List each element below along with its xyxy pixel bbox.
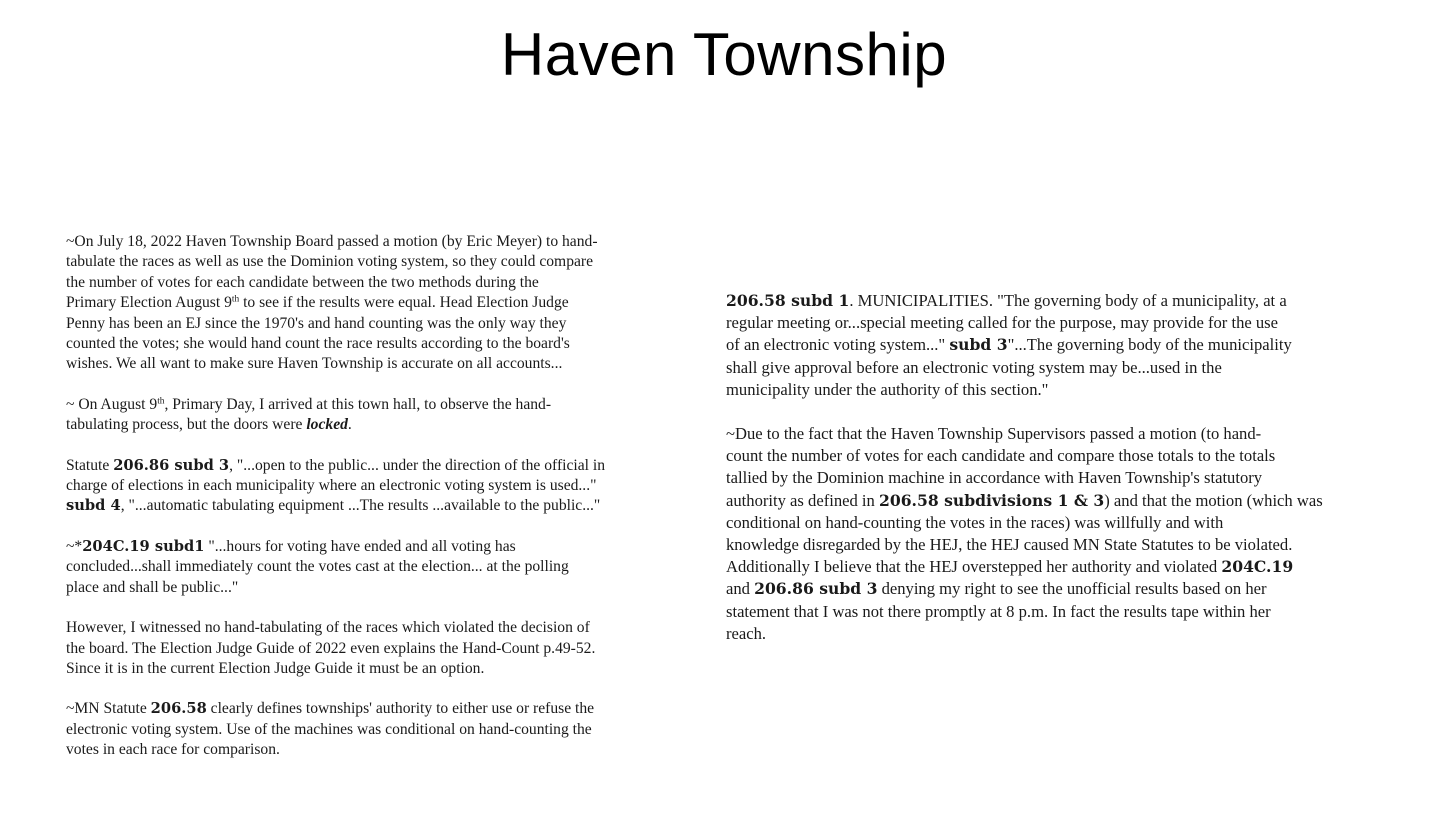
- text-run: . MUNICIPALITIES. "The governing body of a municipality, at a: [849, 291, 1287, 310]
- statute-reference: 206.86 subd 3: [113, 456, 230, 474]
- text-run: Statute: [66, 456, 114, 474]
- text-run: authority as defined in: [726, 490, 879, 510]
- text-run: ~*: [66, 537, 83, 555]
- text-line: [726, 578, 1426, 600]
- text-line: [726, 334, 1426, 356]
- text-line: [66, 496, 706, 516]
- statute-reference: 206.58 subd 1: [726, 291, 850, 310]
- text-line: [726, 490, 1426, 512]
- text-line: tallied by the Dominion machine in accordance with Haven Township's statutory: [726, 468, 1263, 488]
- paragraph-statute-206-58: [66, 699, 706, 760]
- text-line: reach.: [726, 623, 767, 643]
- paragraph-municipalities: [726, 290, 1426, 401]
- text-line: [726, 556, 1426, 578]
- text-run: tabulating process, but the doors were: [66, 416, 307, 434]
- text-line: knowledge disregarded by the HEJ, the HEJ caused MN State Statutes to be violated.: [726, 535, 1293, 555]
- text-run: Primary Election August 9: [66, 294, 232, 312]
- text-line: municipality under the authority of this section.": [726, 379, 1049, 399]
- text-line: counted the votes; she would hand count the race results according to the board's: [66, 335, 570, 353]
- statute-reference: 206.58 subdivisions 1 & 3: [879, 490, 1105, 510]
- text-line: place and shall be public...": [66, 578, 239, 596]
- left-column: [66, 232, 706, 781]
- text-line: concluded...shall immediately count the votes cast at the election... at the polling: [66, 558, 569, 576]
- text-line: [66, 456, 706, 476]
- ordinal-suffix: th: [231, 294, 240, 305]
- text-line: count the number of votes for each candidate and compare those totals to the totals: [726, 446, 1276, 466]
- statute-reference: 204C.19 subd1: [82, 537, 205, 555]
- paragraph-statute-204c-19: [66, 537, 706, 598]
- text-line: tabulate the races as well as use the Dominion voting system, so they could compare: [66, 253, 594, 271]
- text-line: However, I witnessed no hand-tabulating of the races which violated the decision of: [66, 619, 590, 637]
- text-line: [66, 293, 706, 313]
- paragraph-primary-day: [66, 395, 706, 436]
- text-run: of an electronic voting system...": [726, 335, 950, 355]
- text-line: ~On July 18, 2022 Haven Township Board passed a motion (by Eric Meyer) to hand-: [66, 233, 598, 250]
- text-line: [66, 415, 706, 435]
- text-line: [726, 290, 1426, 312]
- paragraph-board-motion: [66, 232, 706, 375]
- text-run: clearly defines townships' authority to either use or refuse the: [206, 700, 595, 718]
- text-run: and: [726, 579, 755, 599]
- text-line: ~Due to the fact that the Haven Township Supervisors passed a motion (to hand-: [726, 424, 1262, 444]
- paragraph-witness: [66, 618, 706, 679]
- text-line: the board. The Election Judge Guide of 2022 even explains the Hand-Count p.49-52.: [66, 639, 596, 657]
- statute-reference: subd 4: [66, 497, 121, 515]
- text-line: conditional on hand-counting the votes in the races) was willfully and with: [726, 512, 1224, 532]
- statute-reference: 206.86 subd 3: [754, 579, 878, 599]
- paragraph-statute-206-86: [66, 456, 706, 517]
- text-run: , "...open to the public... under the direction of the official in: [229, 456, 606, 474]
- text-run: ) and that the motion (which was: [1104, 490, 1323, 510]
- emphasis-locked: locked: [306, 416, 348, 434]
- text-line: statement that I was not there promptly at 8 p.m. In fact the results tape within her: [726, 601, 1271, 621]
- text-run: , "...automatic tabulating equipment ...The results ...available to the public...": [120, 497, 601, 515]
- text-run: ~ On August 9: [66, 395, 158, 413]
- text-line: Penny has been an EJ since the 1970's and hand counting was the only way they: [66, 314, 567, 332]
- text-line: [66, 699, 706, 719]
- text-line: shall give approval before an electronic voting system may be...used in the: [726, 357, 1222, 377]
- right-column: [726, 290, 1426, 667]
- statute-reference: 206.58: [150, 700, 207, 718]
- text-run: ~MN Statute: [66, 700, 151, 718]
- text-run: , Primary Day, I arrived at this town hall, to observe the hand-: [164, 395, 552, 413]
- text-line: Since it is in the current Election Judge Guide it must be an option.: [66, 659, 485, 677]
- statute-reference: subd 3: [949, 335, 1008, 355]
- text-run: "...hours for voting have ended and all voting has: [204, 537, 516, 555]
- text-line: [66, 395, 706, 415]
- text-run: to see if the results were equal. Head Election Judge: [239, 294, 569, 312]
- text-run: .: [347, 416, 352, 434]
- statute-reference: 204C.19: [1221, 557, 1294, 577]
- text-run: Additionally I believe that the HEJ overstepped her authority and violated: [726, 557, 1222, 577]
- text-line: regular meeting or...special meeting called for the purpose, may provide for the use: [726, 313, 1279, 333]
- text-line: wishes. We all want to make sure Haven Township is accurate on all accounts...: [66, 355, 563, 373]
- text-line: the number of votes for each candidate between the two methods during the: [66, 273, 539, 291]
- text-line: votes in each race for comparison.: [66, 741, 280, 759]
- page-title: Haven Township: [500, 21, 948, 88]
- text-run: denying my right to see the unofficial results based on her: [877, 579, 1267, 599]
- paragraph-conclusion: [726, 423, 1426, 645]
- text-line: [66, 537, 706, 557]
- text-line: electronic voting system. Use of the machines was conditional on hand-counting the: [66, 720, 592, 738]
- text-line: charge of elections in each municipality where an electronic voting system is used...": [66, 477, 597, 495]
- text-run: "...The governing body of the municipality: [1007, 335, 1292, 355]
- ordinal-suffix: th: [157, 396, 165, 407]
